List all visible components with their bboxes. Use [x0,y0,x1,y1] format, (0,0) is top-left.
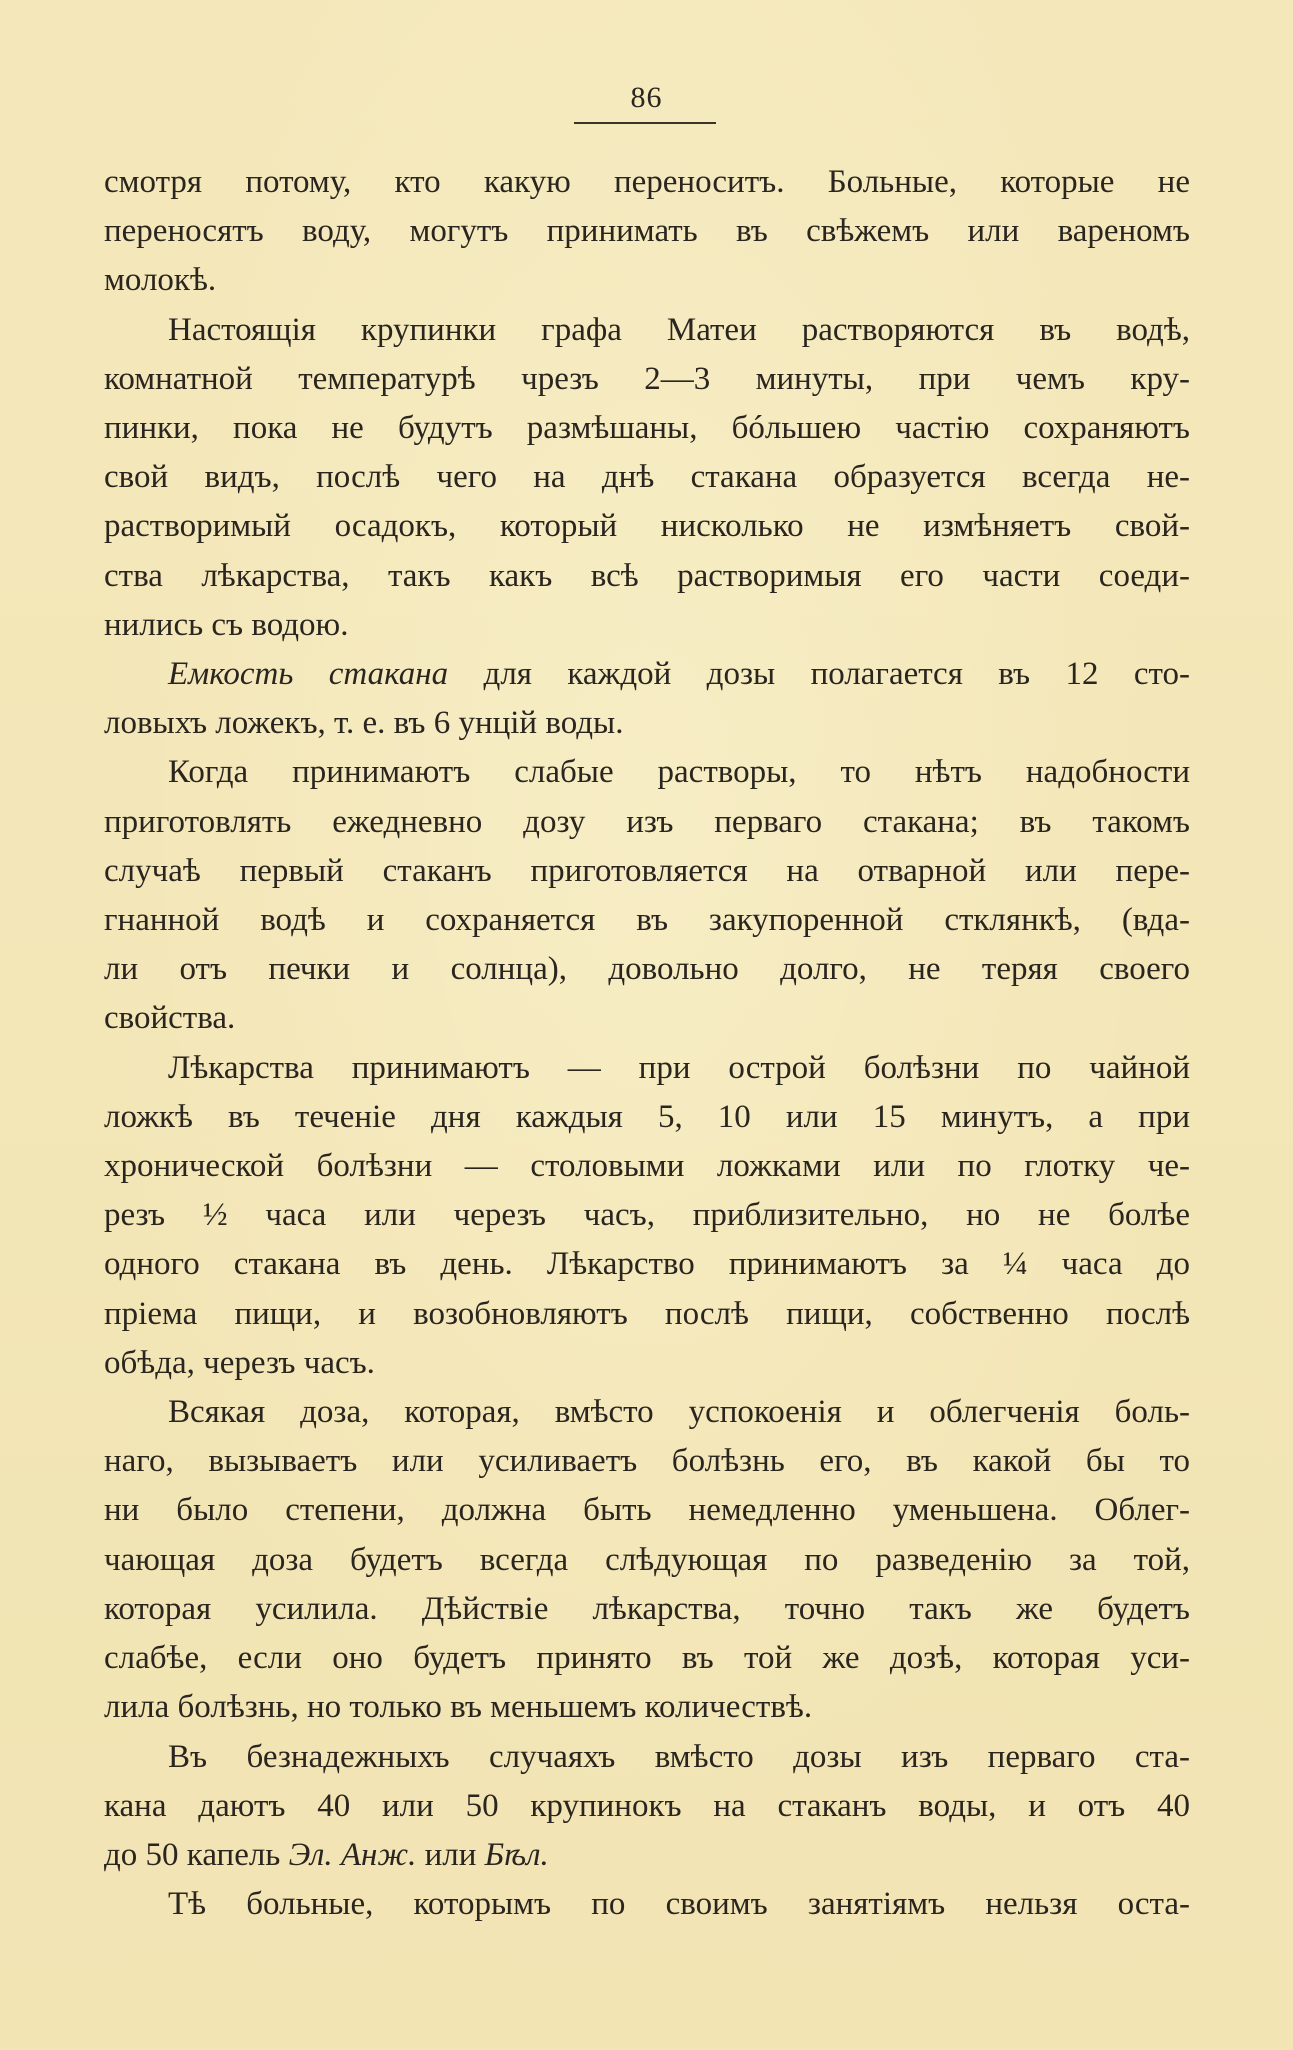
text-line: свой видъ, послѣ чего на днѣ стакана образуется всегда не- [104,459,1190,496]
text-line: переносятъ воду, могутъ принимать въ свѣжемъ или вареномъ [104,213,1190,250]
text-line: Лѣкарства принимаютъ — при острой болѣзни по чайной [168,1049,1190,1086]
text-line: случаѣ первый стаканъ приготовляется на отварной или пере- [104,852,1190,889]
body-text [104,158,1190,1929]
text-line: нились съ водою. [104,606,349,643]
text-line: чающая доза будетъ всегда слѣдующая по разведенію за той, [104,1541,1190,1578]
text-line: Всякая доза, которая, вмѣсто успокоенія и облегченія боль- [168,1394,1190,1431]
text-line: кана даютъ 40 или 50 крупинокъ на стаканъ воды, и отъ 40 [104,1787,1190,1824]
text-segment: или [416,1836,485,1873]
text-line: лила болѣзнь, но только въ меньшемъ количествѣ. [104,1689,813,1726]
text-line [104,1831,1190,1880]
text-line: одного стакана въ день. Лѣкарство принимаютъ за ¼ часа до [104,1246,1190,1283]
text-line: Настоящія крупинки графа Матеи растворяются въ водѣ, [168,311,1190,348]
header-rule [574,122,716,124]
text-line [104,650,1190,699]
italic-phrase: Бѣл. [484,1836,549,1873]
text-line: ства лѣкарства, такъ какъ всѣ растворимыя его части соеди- [104,557,1190,594]
text-line: пріема пищи, и возобновляютъ послѣ пищи, собственно послѣ [104,1295,1190,1332]
text-line: хронической болѣзни — столовыми ложками или по глотку че- [104,1148,1190,1185]
text-line: Въ безнадежныхъ случаяхъ вмѣсто дозы изъ перваго ста- [168,1738,1190,1775]
text-line: Когда принимаютъ слабые растворы, то нѣтъ надобности [168,754,1190,791]
text-line: смотря потому, кто какую переноситъ. Больные, которые не [104,164,1190,200]
text-line: пинки, пока не будутъ размѣшаны, бóльшею частію сохраняютъ [104,410,1190,447]
page-number: 86 [630,81,663,114]
text-segment: для каждой дозы полагается въ 12 сто- [448,656,1190,693]
text-line: резъ ½ часа или черезъ часъ, приблизительно, но не болѣе [104,1197,1190,1234]
text-segment: до 50 капель [104,1836,289,1873]
text-line: растворимый осадокъ, который нисколько не измѣняетъ свой- [104,508,1190,545]
text-line: комнатной температурѣ чрезъ 2—3 минуты, при чемъ кру- [104,360,1190,397]
text-line: ловыхъ ложекъ, т. е. въ 6 унцій воды. [104,705,624,742]
italic-phrase: Эл. Анж. [288,1836,417,1873]
text-line: обѣда, черезъ часъ. [104,1344,375,1381]
text-line: молокѣ. [104,262,217,299]
text-line: свойства. [104,1000,236,1037]
text-line: слабѣе, если оно будетъ принято въ той же дозѣ, которая уси- [104,1640,1190,1677]
text-line: наго, вызываетъ или усиливаетъ болѣзнь его, въ какой бы то [104,1443,1190,1480]
text-line: ни было степени, должна быть немедленно уменьшена. Облег- [104,1492,1190,1529]
text-line: гнанной водѣ и сохраняется въ закупоренной стклянкѣ, (вда- [104,902,1190,939]
text-line: приготовлять ежедневно дозу изъ перваго стакана; въ такомъ [104,803,1190,840]
italic-phrase: Емкость стакана [168,656,449,693]
text-line: ложкѣ въ теченіе дня каждыя 5, 10 или 15 минутъ, а при [104,1098,1190,1135]
text-line: которая усилила. Дѣйствіе лѣкарства, точно такъ же будетъ [104,1590,1190,1627]
text-line: ли отъ печки и солнца), довольно долго, не теряя своего [104,951,1190,988]
text-line: Тѣ больные, которымъ по своимъ занятіямъ нельзя оста- [168,1886,1190,1923]
